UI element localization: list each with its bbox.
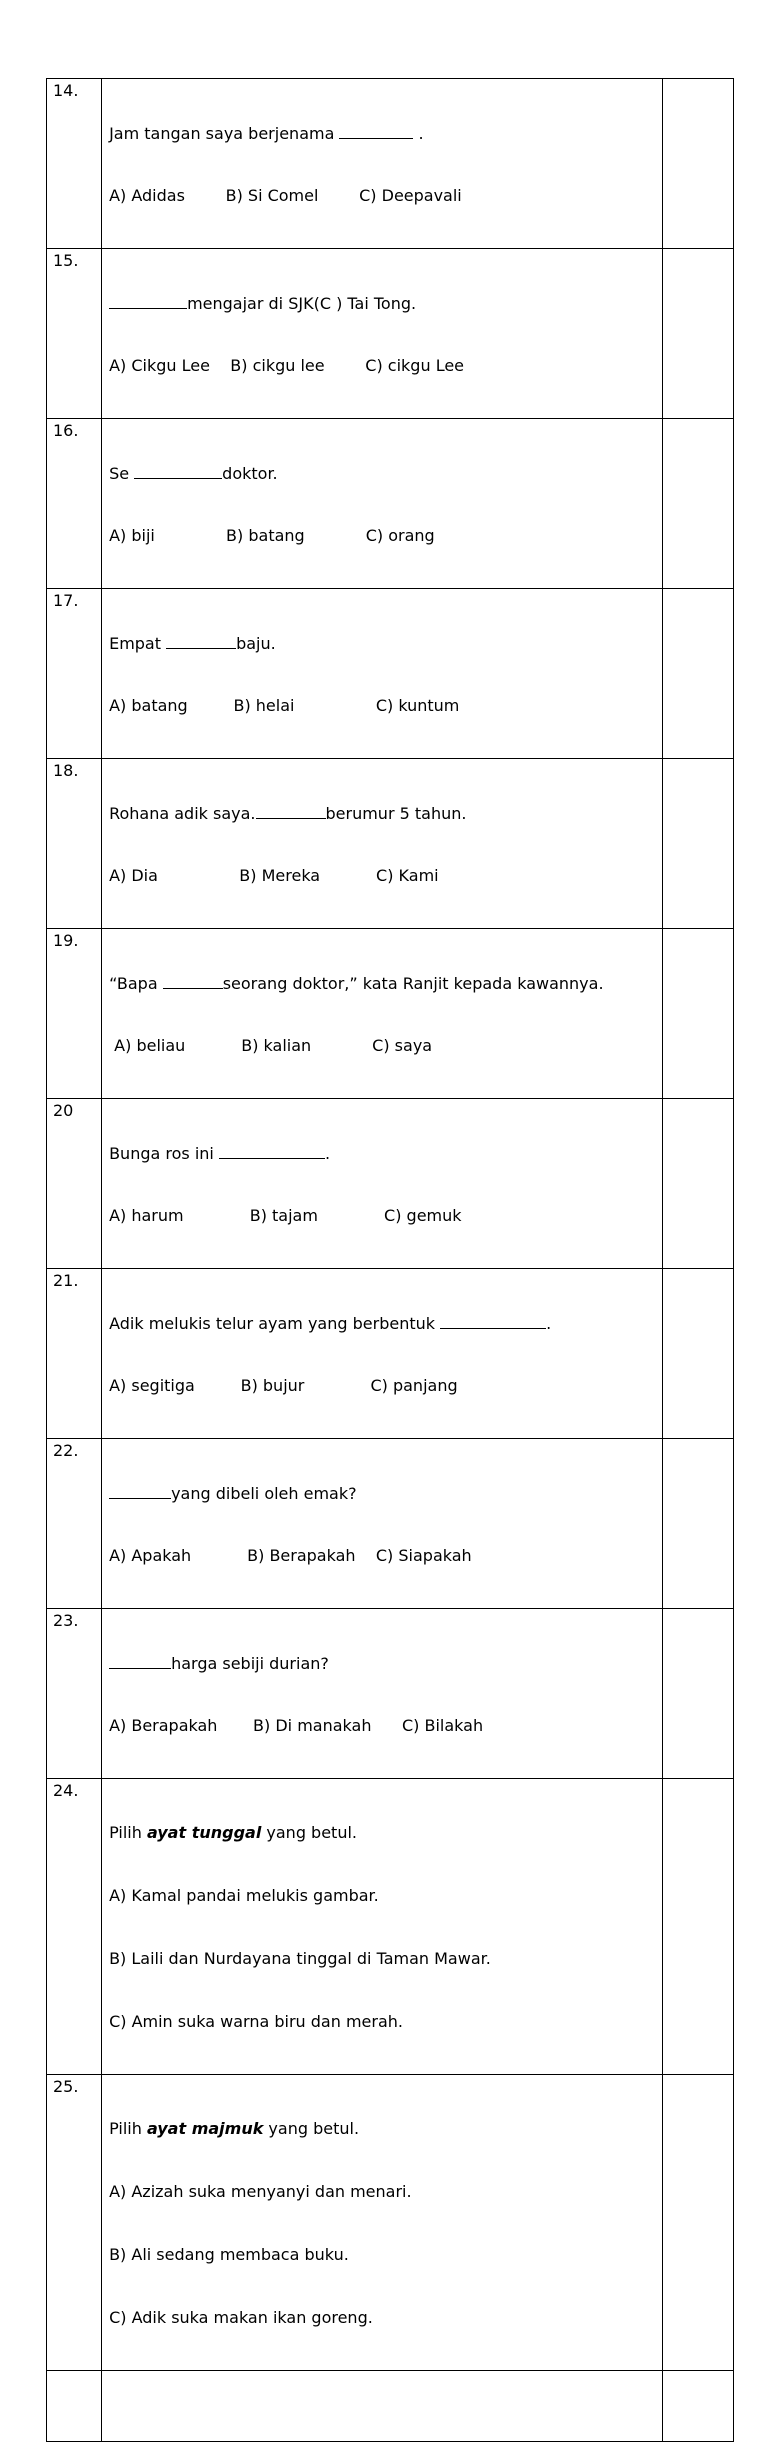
question-row	[47, 419, 734, 589]
answer-cell	[662, 1269, 733, 1439]
question-cell	[102, 1269, 663, 1439]
question-row	[47, 1099, 734, 1269]
question-cell	[102, 79, 663, 249]
question-row	[47, 249, 734, 419]
question-number: 17.	[53, 591, 79, 610]
stem-text: Bunga ros ini	[109, 1144, 219, 1163]
question-stem	[109, 122, 662, 143]
question-number-cell	[47, 2075, 102, 2371]
stem-text: yang dibeli oleh emak?	[171, 1484, 357, 1503]
answer-cell	[662, 1099, 733, 1269]
answer-options: A) Cikgu Lee B) cikgu lee C) cikgu Lee	[109, 356, 465, 375]
answer-options: A) batang B) helai C) kuntum	[109, 696, 460, 715]
answer-cell	[662, 249, 733, 419]
emphasis-text: ayat tunggal	[146, 1823, 262, 1842]
question-table	[46, 78, 734, 2442]
answer-cell	[662, 929, 733, 1099]
answer-blank	[440, 1312, 546, 1329]
answer-blank	[166, 632, 236, 649]
question-cell	[102, 929, 663, 1099]
question-stem	[109, 802, 662, 823]
question-number: 14.	[53, 81, 79, 100]
question-number: 22.	[53, 1441, 79, 1460]
question-number-cell	[47, 589, 102, 759]
question-cell	[102, 589, 663, 759]
question-number-cell	[47, 1779, 102, 2075]
question-cell	[102, 1099, 663, 1269]
question-cell	[102, 1779, 663, 2075]
question-number: 18.	[53, 761, 79, 780]
question-number-cell	[47, 2371, 102, 2442]
answer-options: A) biji B) batang C) orang	[109, 526, 435, 545]
answer-options: A) Adidas B) Si Comel C) Deepavali	[109, 186, 462, 205]
question-stem	[109, 1312, 662, 1333]
question-row	[47, 1779, 734, 2075]
question-cell	[102, 2075, 663, 2371]
question-number-cell	[47, 1099, 102, 1269]
answer-cell	[662, 1609, 733, 1779]
answer-cell	[662, 759, 733, 929]
question-cell	[102, 2371, 663, 2442]
answer-cell	[662, 1439, 733, 1609]
answer-blank	[256, 802, 326, 819]
question-cell	[102, 1439, 663, 1609]
answer-choice: A) Kamal pandai melukis gambar.	[109, 1886, 379, 1905]
stem-text: .	[324, 1144, 331, 1163]
answer-blank	[134, 462, 222, 479]
question-stem	[109, 1482, 662, 1503]
answer-blank	[109, 1482, 171, 1499]
answer-choice: C) Adik suka makan ikan goreng.	[109, 2308, 373, 2327]
answer-options: A) Berapakah B) Di manakah C) Bilakah	[109, 1716, 484, 1735]
question-cell	[102, 759, 663, 929]
question-number: 25.	[53, 2077, 79, 2096]
question-cell	[102, 1609, 663, 1779]
answer-cell	[662, 419, 733, 589]
question-number: 24.	[53, 1781, 79, 1800]
answer-choice: B) Ali sedang membaca buku.	[109, 2245, 349, 2264]
stem-text: “Bapa	[109, 974, 163, 993]
empty-row	[47, 2371, 734, 2442]
question-number: 20	[53, 1101, 74, 1120]
stem-text: yang betul.	[263, 2119, 360, 2138]
question-row	[47, 1269, 734, 1439]
answer-options: A) beliau B) kalian C) saya	[109, 1036, 433, 1055]
question-cell	[102, 249, 663, 419]
stem-text: Pilih	[109, 1823, 147, 1842]
question-row	[47, 1609, 734, 1779]
question-number-cell	[47, 1439, 102, 1609]
answer-blank	[219, 1142, 325, 1159]
question-number-cell	[47, 1269, 102, 1439]
question-number-cell	[47, 1609, 102, 1779]
question-number: 16.	[53, 421, 79, 440]
answer-cell	[662, 589, 733, 759]
stem-text: Jam tangan saya berjenama	[109, 124, 340, 143]
question-stem	[109, 632, 662, 653]
stem-text: mengajar di SJK(C ) Tai Tong.	[187, 294, 417, 313]
question-row	[47, 2075, 734, 2371]
stem-text: Empat	[109, 634, 167, 653]
question-number-cell	[47, 929, 102, 1099]
question-row	[47, 1439, 734, 1609]
answer-cell	[662, 79, 733, 249]
question-row	[47, 79, 734, 249]
question-stem	[109, 972, 662, 993]
answer-cell	[662, 1779, 733, 2075]
stem-text: doktor.	[222, 464, 278, 483]
stem-text: harga sebiji durian?	[171, 1654, 329, 1673]
answer-choice: C) Amin suka warna biru dan merah.	[109, 2012, 403, 2031]
stem-text: Se	[109, 464, 135, 483]
question-stem	[109, 1652, 662, 1673]
question-row	[47, 589, 734, 759]
question-stem	[109, 292, 662, 313]
stem-text: Adik melukis telur ayam yang berbentuk	[109, 1314, 441, 1333]
stem-text: Pilih	[109, 2119, 147, 2138]
question-number: 19.	[53, 931, 79, 950]
stem-text: seorang doktor,” kata Ranjit kepada kawannya.	[222, 974, 604, 993]
question-row	[47, 759, 734, 929]
answer-options: A) Apakah B) Berapakah C) Siapakah	[109, 1546, 472, 1565]
question-number-cell	[47, 249, 102, 419]
stem-text: baju.	[236, 634, 276, 653]
question-number-cell	[47, 759, 102, 929]
question-number: 21.	[53, 1271, 79, 1290]
question-row	[47, 929, 734, 1099]
stem-text: .	[413, 124, 424, 143]
answer-choice: B) Laili dan Nurdayana tinggal di Taman Mawar.	[109, 1949, 491, 1968]
stem-text: Rohana adik saya.	[109, 804, 256, 823]
answer-options: A) Dia B) Mereka C) Kami	[109, 866, 439, 885]
answer-cell	[662, 2371, 733, 2442]
question-stem	[109, 462, 662, 483]
question-stem	[109, 1142, 662, 1163]
answer-options: A) harum B) tajam C) gemuk	[109, 1206, 462, 1225]
question-stem	[109, 1822, 662, 1843]
question-stem	[109, 2118, 662, 2139]
answer-cell	[662, 2075, 733, 2371]
question-number: 23.	[53, 1611, 79, 1630]
answer-choice: A) Azizah suka menyanyi dan menari.	[109, 2182, 412, 2201]
question-cell	[102, 419, 663, 589]
answer-blank	[109, 292, 187, 309]
stem-text: berumur 5 tahun.	[325, 804, 467, 823]
stem-text: yang betul.	[261, 1823, 357, 1842]
answer-blank	[109, 1652, 171, 1669]
question-number-cell	[47, 79, 102, 249]
question-number-cell	[47, 419, 102, 589]
question-number: 15.	[53, 251, 79, 270]
answer-options: A) segitiga B) bujur C) panjang	[109, 1376, 458, 1395]
emphasis-text: ayat majmuk	[146, 2119, 264, 2138]
answer-blank	[339, 122, 413, 139]
answer-blank	[163, 972, 223, 989]
stem-text: .	[546, 1314, 552, 1333]
